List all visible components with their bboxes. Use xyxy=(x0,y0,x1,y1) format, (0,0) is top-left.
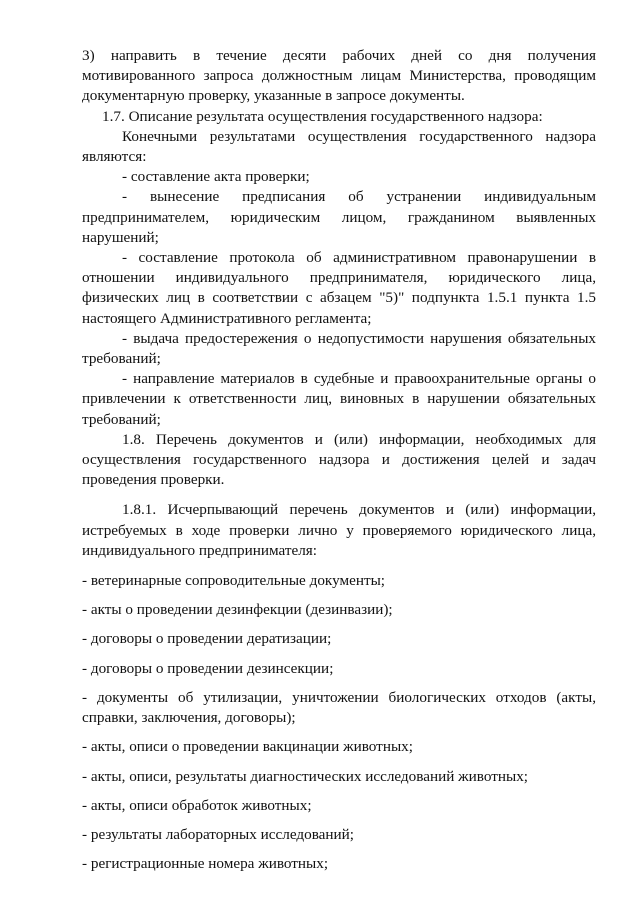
document-body xyxy=(82,46,596,883)
list-item: - документы об утилизации, уничтожении биологических отходов (акты, справки, заключения, договоры); xyxy=(82,688,596,727)
paragraph-item-3: 3) направить в течение десяти рабочих дней со дня получения мотивированного запроса должностным лицам Министерства, проводящим документарную проверку, указанные в запросе документы. xyxy=(82,47,596,105)
section-heading-1-8-1: 1.8.1. Исчерпывающий перечень документов и (или) информации, истребуемых в ходе проверки лично у проверяемого юридического лица, индивидуального предпринимателя: xyxy=(82,501,596,559)
section-heading-1-7: 1.7. Описание результата осуществления государственного надзора: xyxy=(102,107,543,125)
section-heading-1-8: 1.8. Перечень документов и (или) информации, необходимых для осуществления государственного надзора и достижения целей и задач проведения проверки. xyxy=(82,430,596,489)
list-item: - акты, описи обработок животных; xyxy=(82,796,312,814)
result-item-protocol: - составление протокола об административном правонарушении в отношении индивидуального предпринимателя, юридического лица, физических лиц в соответствии с абзацем "5)" подпункта 1.5.1 пункта 1.5 настоящего Административного регламента; xyxy=(82,249,596,327)
list-item: - ветеринарные сопроводительные документы; xyxy=(82,572,386,590)
list-item: - результаты лабораторных исследований; xyxy=(82,825,355,843)
list-item: - регистрационные номера животных; xyxy=(82,855,329,873)
spacer xyxy=(82,561,596,571)
list-item: - договоры о проведении дезинсекции; xyxy=(82,659,334,677)
list-item: - акты, описи, результаты диагностических исследований животных; xyxy=(82,767,529,785)
paragraph-results-intro: Конечными результатами осуществления государственного надзора являются: xyxy=(82,127,596,166)
documents-list xyxy=(82,571,596,874)
list-item: - акты, описи о проведении вакцинации животных; xyxy=(82,738,413,756)
result-item-act: - составление акта проверки; xyxy=(122,168,310,186)
result-item-order: - вынесение предписания об устранении индивидуальным предпринимателем, юридическим лицом, гражданином выявленных нарушений; xyxy=(82,188,596,246)
result-item-materials: - направление материалов в судебные и правоохранительные органы о привлечении к ответственности лиц, виновных в нарушении обязательных требований; xyxy=(82,370,596,428)
spacer xyxy=(82,490,596,500)
list-item: - акты о проведении дезинфекции (дезинвазии); xyxy=(82,601,393,619)
result-item-warning: - выдача предостережения о недопустимости нарушения обязательных требований; xyxy=(82,329,596,368)
list-item: - договоры о проведении дератизации; xyxy=(82,630,332,648)
